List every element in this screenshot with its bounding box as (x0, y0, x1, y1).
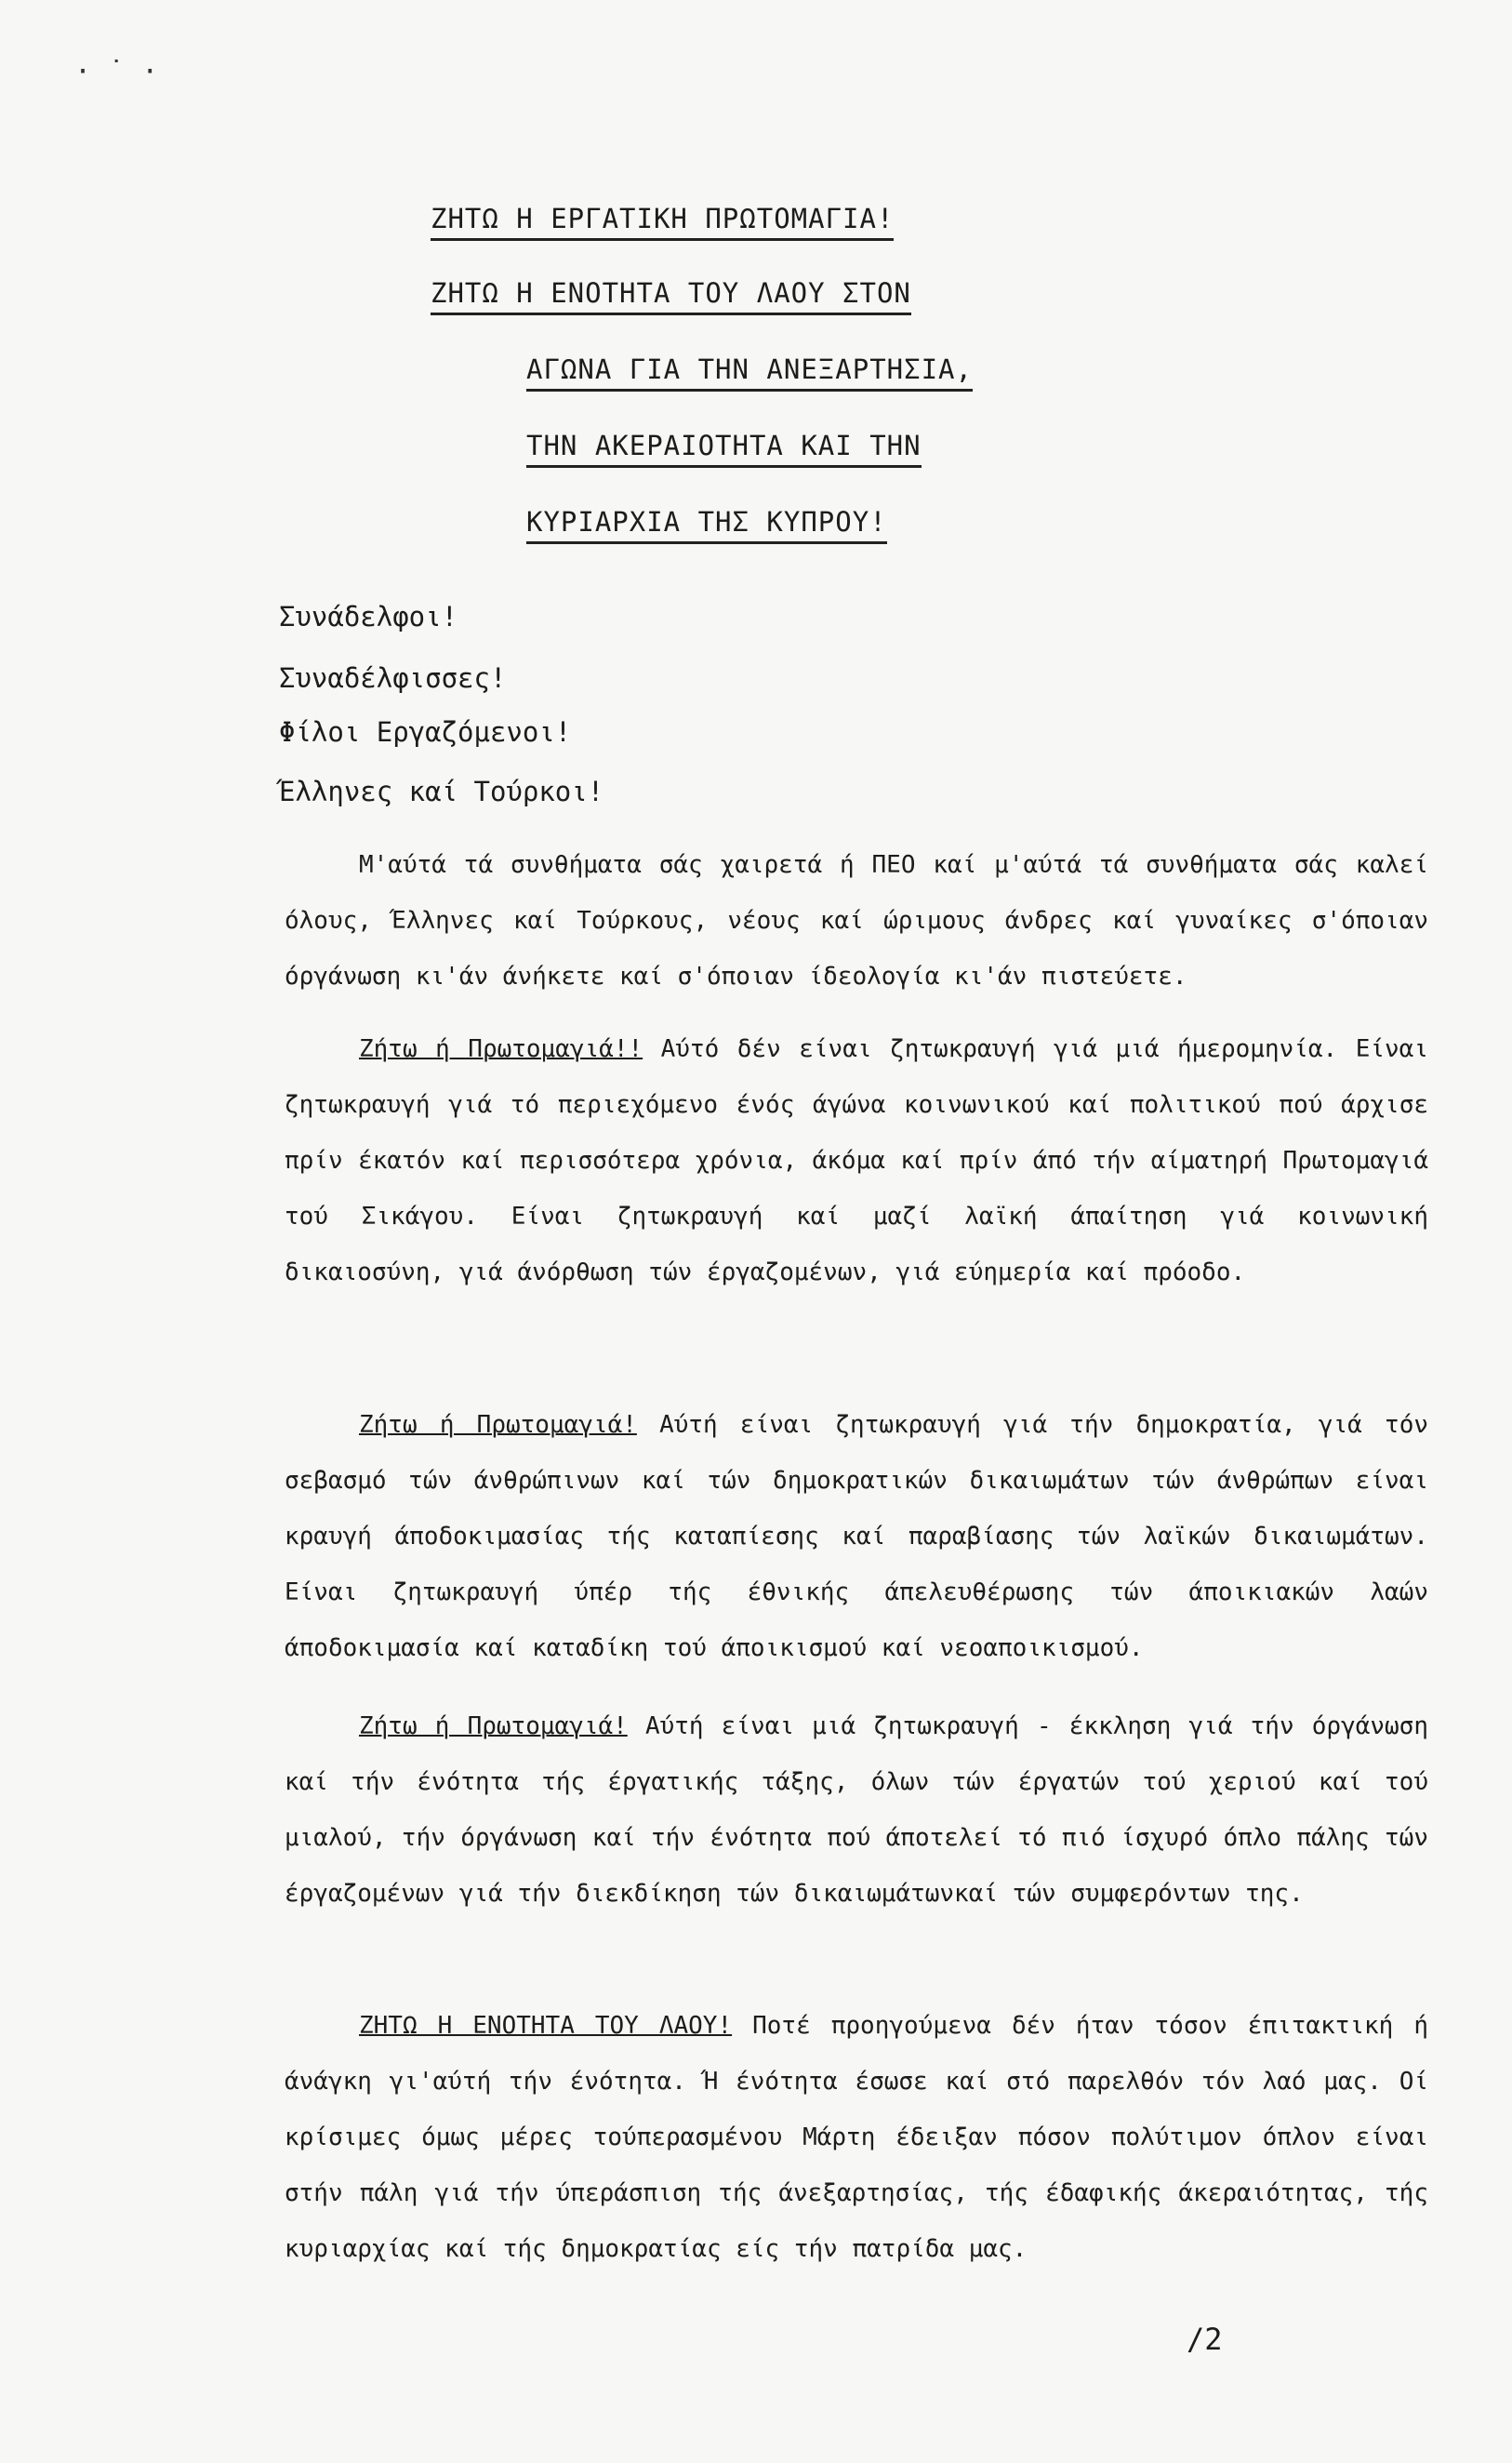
paragraph-2-text: Αύτό δέν είναι ζητωκραυγή γιά μιά ήμερομηνία. Είναι ζητωκραυγή γιά τό περιεχόμενο ένός άγώνα κοινωνικού καί πολιτικού πού άρχισε πρίν έκατόν καί περισσότερα χρόνια, άκόμα καί πρίν άπό τήν αίματηρή Πρωτομαγιά τού Σικάγου. Είναι ζητωκραυγή καί μαζί λαϊκή άπαίτηση γιά κοινωνική δικαιοσύνη, γιά άνόρθωση τών έργαζομένων, γιά εύημερία καί πρόοδο. (285, 1035, 1428, 1286)
paragraph-may-day-struggle (285, 1021, 1428, 1300)
paragraph-4-heading: Ζήτω ή Πρωτομαγιά! (359, 1712, 628, 1740)
paragraph-may-day-democracy (285, 1397, 1428, 1676)
paragraph-3-text: Αύτή είναι ζητωκραυγή γιά τήν δημοκρατία, γιά τόν σεβασμό τών άνθρώπινων καί τών δημοκρατικών δικαιωμάτων τών άνθρώπων είναι κραυγή άποδοκιμασίας τής καταπίεσης καί παραβίασης τών λαϊκών δικαιωμάτων. Είναι ζητωκραυγή ύπέρ τής έθνικής άπελευθέρωσης τών άποικιακών λαών άποδοκιμασία καί καταδίκη τού άποικισμού καί νεοαποικισμού. (285, 1411, 1429, 1662)
greeting-workers: Φίλοι Εργαζόμενοι! (279, 716, 572, 748)
heading-line-5: ΚΥΡΙΑΡΧΙΑ ΤΗΣ ΚΥΠΡΟΥ! (526, 506, 887, 544)
heading-line-3: ΑΓΩΝΑ ΓΙΑ ΤΗΝ ΑΝΕΞΑΡΤΗΣΙΑ, (526, 353, 973, 392)
heading-line-1: ΖΗΤΩ Η ΕΡΓΑΤΙΚΗ ΠΡΩΤΟΜΑΓΙΑ! (431, 203, 894, 241)
heading-line-4: ΤΗΝ ΑΚΕΡΑΙΟΤΗΤΑ ΚΑΙ ΤΗΝ (526, 430, 922, 468)
paragraph-4-text: Αύτή είναι μιά ζητωκραυγή - έκκληση γιά τήν όργάνωση καί τήν ένότητα τής έργατικής τάξης, όλων τών έργατών τού χεριού καί τού μιαλού, τήν όργάνωση καί τήν ένότητα πού άποτελεί τό πιό ίσχυρό όπλο πάλης τών έργαζομένων γιά τήν διεκδίκηση τών δικαιωμάτωνκαί τών συμφερόντων της. (285, 1712, 1428, 1908)
greeting-colleagues-female: Συναδέλφισσες! (279, 662, 507, 694)
paragraph-3-heading: Ζήτω ή Πρωτομαγιά! (359, 1411, 637, 1439)
greeting-greeks-turks: Έλληνες καί Τούρκοι! (279, 776, 604, 807)
page-number: /2 (1187, 2322, 1223, 2357)
paragraph-intro (285, 837, 1428, 1005)
paragraph-2-heading: Ζήτω ή Πρωτομαγιά!! (359, 1035, 643, 1063)
paragraph-may-day-unity (285, 1698, 1428, 1922)
paragraph-intro-text: Μ'αύτά τά συνθήματα σάς χαιρετά ή ΠΕΟ καί μ'αύτά τά συνθήματα σάς καλεί όλους, Έλληνες καί Τούρκους, νέους καί ώριμους άνδρες καί γυναίκες σ'όποιαν όργάνωση κι'άν άνήκετε καί σ'όποιαν ίδεολογία κι'άν πιστεύετε. (285, 851, 1428, 991)
scan-specks-decoration: · ˙ · (74, 56, 159, 88)
paragraph-5-heading: ΖΗΤΩ Η ΕΝΟΤΗΤΑ ΤΟΥ ΛΑΟΥ! (359, 2012, 733, 2040)
heading-line-2: ΖΗΤΩ Η ΕΝΟΤΗΤΑ ΤΟΥ ΛΑΟΥ ΣΤΟΝ (431, 277, 911, 315)
greeting-colleagues-male: Συνάδελφοι! (279, 601, 458, 632)
paragraph-5-text: Ποτέ προηγούμενα δέν ήταν τόσον έπιτακτική ή άνάγκη γι'αύτή τήν ένότητα. Ή ένότητα έσωσε καί στό παρελθόν τόν λαό μας. Οί κρίσιμες όμως μέρες τούπερασμένου Μάρτη έδειξαν πόσον πολύτιμον όπλον είναι στήν πάλη γιά τήν ύπεράσπιση τής άνεξαρτησίας, τής έδαφικής άκεραιότητας, τής κυριαρχίας καί τής δημοκρατίας είς τήν πατρίδα μας. (285, 2012, 1429, 2263)
paragraph-people-unity (285, 1998, 1428, 2277)
